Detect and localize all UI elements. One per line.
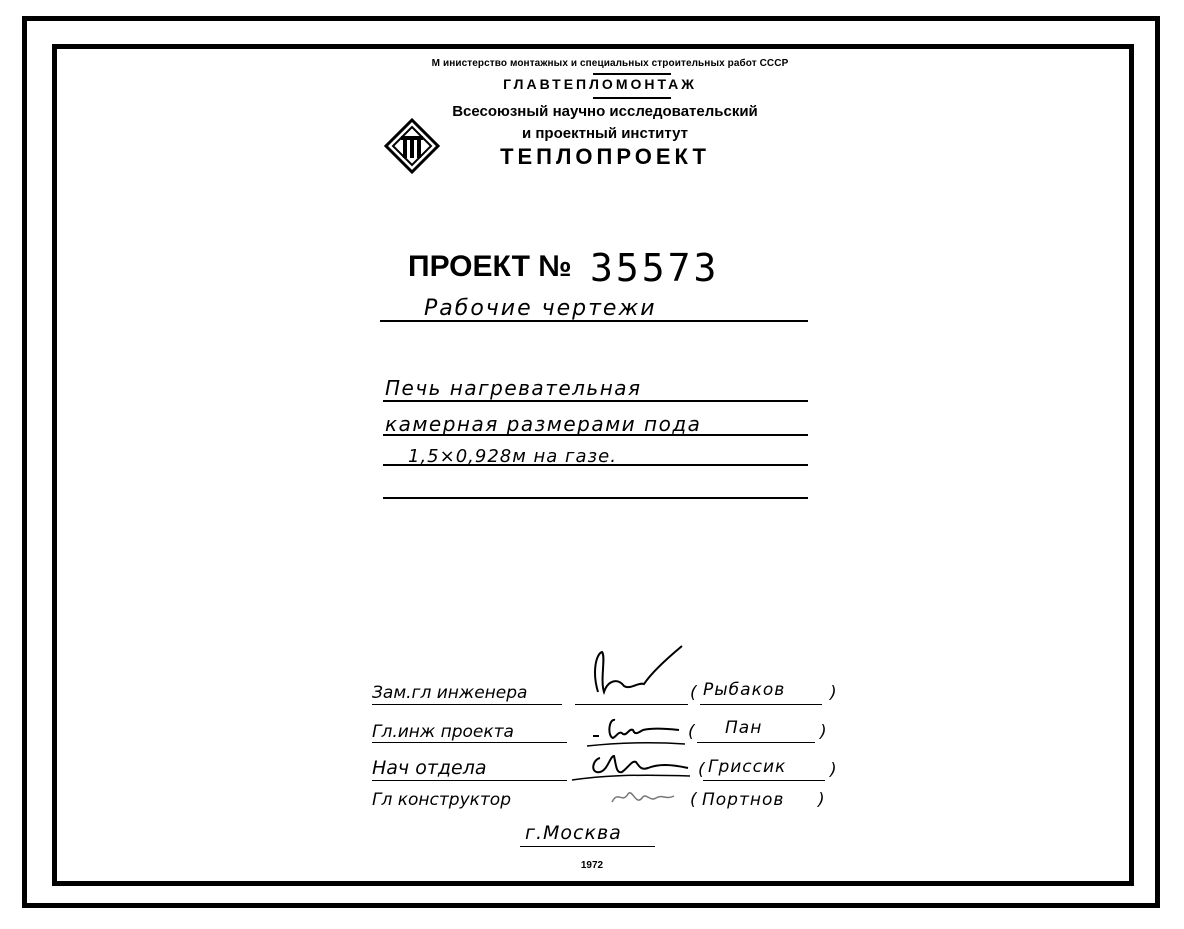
paren-close-3: ) bbox=[830, 760, 837, 780]
signature-title-3: Нач отдела bbox=[372, 757, 487, 779]
signature-title-2: Гл.инж проекта bbox=[372, 722, 514, 742]
glavk-underline bbox=[593, 97, 671, 99]
project-stage: Рабочие чертежи bbox=[424, 296, 657, 321]
signature-name-2: Пан bbox=[725, 718, 763, 738]
paren-open-3: ( bbox=[698, 760, 705, 780]
signature-title-underline-1 bbox=[372, 704, 562, 705]
paren-open-4: ( bbox=[690, 790, 697, 810]
signature-name-1: Рыбаков bbox=[703, 680, 786, 700]
project-label: ПРОЕКТ № bbox=[408, 250, 572, 283]
institute-line-2: и проектный институт bbox=[521, 125, 688, 142]
description-underline-1 bbox=[383, 400, 808, 402]
paren-close-1: ) bbox=[830, 683, 837, 703]
signature-portnov-icon bbox=[608, 784, 678, 812]
signature-title-underline-3 bbox=[372, 780, 567, 781]
paren-open-2: ( bbox=[688, 722, 695, 742]
stage-underline bbox=[380, 320, 808, 322]
description-underline-3 bbox=[383, 464, 808, 466]
signature-line-1 bbox=[575, 704, 688, 705]
glavk-name: ГЛАВТЕПЛОМОНТАЖ bbox=[503, 76, 697, 92]
description-line-1: Печь нагревательная bbox=[385, 376, 642, 400]
city-underline bbox=[520, 846, 655, 847]
signature-name-underline-2 bbox=[697, 742, 815, 743]
paren-close-4: ) bbox=[818, 790, 825, 810]
paren-close-2: ) bbox=[820, 722, 827, 742]
signature-name-underline-3 bbox=[703, 780, 825, 781]
signature-pan-icon bbox=[585, 714, 685, 748]
paren-open-1: ( bbox=[690, 683, 697, 703]
institute-logo-icon bbox=[384, 118, 440, 174]
description-underline-4 bbox=[383, 497, 808, 499]
signature-title-4: Гл конструктор bbox=[372, 790, 511, 810]
signature-name-underline-1 bbox=[700, 704, 822, 705]
signature-title-1: Зам.гл инженера bbox=[372, 683, 528, 703]
signature-name-4: Портнов bbox=[702, 790, 785, 810]
description-underline-2 bbox=[383, 434, 808, 436]
glavk-overline bbox=[593, 73, 671, 75]
project-number: 35573 bbox=[590, 246, 720, 290]
ministry-name: М инистерство монтажных и специальных строительных работ СССР bbox=[431, 58, 789, 69]
signature-grissik-icon bbox=[570, 750, 695, 784]
signature-rybakov-icon bbox=[578, 642, 688, 704]
signature-title-underline-2 bbox=[372, 742, 567, 743]
city: г.Москва bbox=[525, 822, 622, 844]
signature-name-3: Гриссик bbox=[708, 757, 787, 777]
year: 1972 bbox=[580, 860, 604, 871]
description-line-3: 1,5×0,928м на газе. bbox=[408, 446, 617, 467]
institute-name: ТЕПЛОПРОЕКТ bbox=[500, 144, 710, 169]
institute-line-1: Всесоюзный научно исследовательский bbox=[452, 103, 758, 120]
description-line-2: камерная размерами пода bbox=[385, 412, 702, 436]
